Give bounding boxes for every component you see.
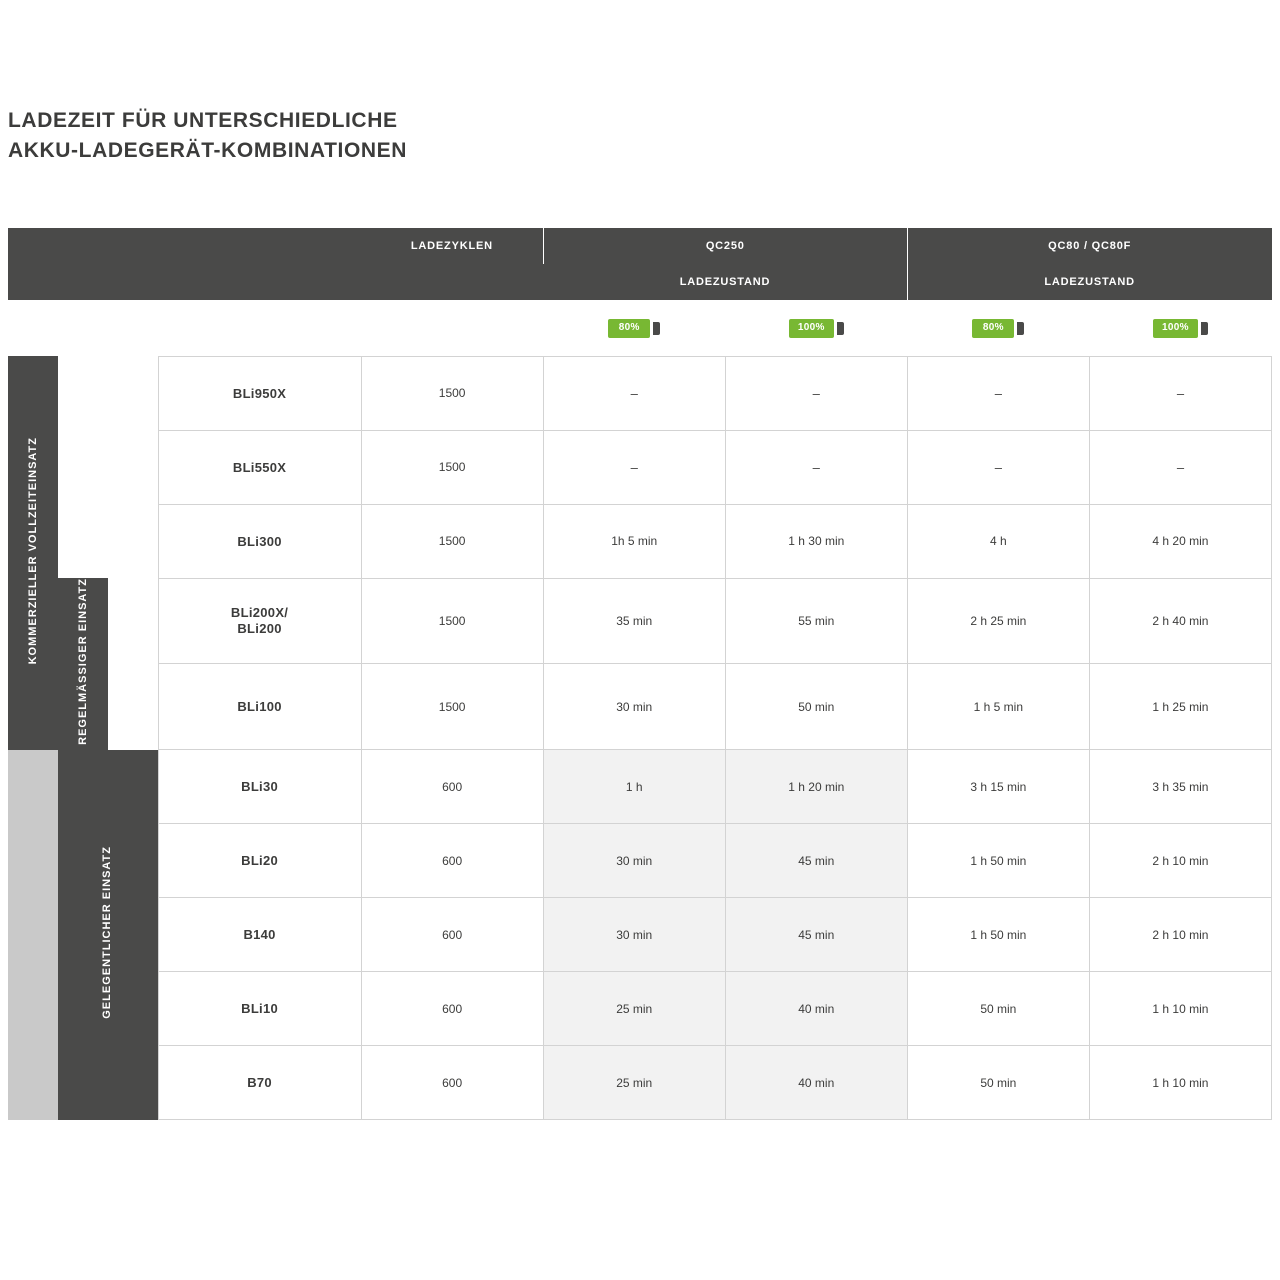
header-state-qc80: LADEZUSTAND: [907, 264, 1271, 300]
cell-qc80-80: –: [907, 430, 1089, 504]
cell-model-line-1: BLi200X/: [230, 604, 289, 620]
table-row: [8, 750, 1272, 824]
header-charger-qc250: QC250: [543, 228, 907, 264]
table-battery-icon-row: [8, 300, 1272, 356]
table-row: [8, 1046, 1272, 1120]
cell-model: BLi100: [158, 664, 361, 750]
cell-qc80-100: 4 h 20 min: [1089, 504, 1271, 578]
cell-qc80-100: –: [1089, 356, 1271, 430]
cell-qc80-100: 2 h 40 min: [1089, 578, 1271, 664]
icon-row-cycles-blank: [361, 300, 543, 356]
cell-qc250-80: –: [543, 430, 725, 504]
side-spacer-c: [108, 578, 158, 750]
cell-qc250-100: 40 min: [725, 1046, 907, 1120]
cell-qc250-80: 1h 5 min: [543, 504, 725, 578]
cell-qc250-100: 45 min: [725, 898, 907, 972]
cell-model: BLi950X: [158, 356, 361, 430]
header-state-qc250: LADEZUSTAND: [543, 264, 907, 300]
cell-qc250-100: 50 min: [725, 664, 907, 750]
cell-qc80-80: 50 min: [907, 1046, 1089, 1120]
cell-cycles: 1500: [361, 504, 543, 578]
table-header-row-1: [8, 228, 1272, 264]
battery-level-qc250-100: [725, 300, 907, 356]
cell-qc250-80: 25 min: [543, 1046, 725, 1120]
group-label-occasional: [58, 750, 158, 1120]
battery-level-qc250-80: [543, 300, 725, 356]
cell-qc250-80: 1 h: [543, 750, 725, 824]
cell-cycles: 600: [361, 750, 543, 824]
header-cycles-blank: [361, 264, 543, 300]
battery-level-label: 100%: [1153, 319, 1198, 338]
header-corner-blank: [8, 228, 361, 264]
cell-model-line-2: BLi200: [237, 620, 282, 636]
battery-cap-icon: [837, 322, 844, 335]
cell-model: BLi10: [158, 972, 361, 1046]
charge-time-table: [8, 228, 1272, 1120]
cell-model: B140: [158, 898, 361, 972]
group-label-commercial-text: KOMMERZIELLER VOLLZEITEINSATZ: [26, 436, 39, 665]
cell-qc80-100: 1 h 10 min: [1089, 1046, 1271, 1120]
battery-cap-icon: [1201, 322, 1208, 335]
group-label-regular-text: REGELMÄSSIGER EINSATZ: [77, 578, 90, 745]
table-header-row-2: [8, 264, 1272, 300]
cell-qc250-80: 35 min: [543, 578, 725, 664]
battery-level-label: 80%: [608, 319, 650, 338]
cell-qc250-80: 25 min: [543, 972, 725, 1046]
cell-qc80-80: 1 h 5 min: [907, 664, 1089, 750]
table-row: [8, 664, 1272, 750]
side-spacer-grey: [8, 750, 58, 1120]
header-corner-blank-2: [8, 264, 361, 300]
cell-qc250-80: 30 min: [543, 898, 725, 972]
cell-model: BLi550X: [158, 430, 361, 504]
battery-icon: [1153, 319, 1208, 338]
cell-qc250-100: 1 h 20 min: [725, 750, 907, 824]
table-row: [8, 898, 1272, 972]
cell-model: BLi20: [158, 824, 361, 898]
page-title-line-2: AKKU-LADEGERÄT-KOMBINATIONEN: [8, 139, 408, 162]
battery-cap-icon: [1017, 322, 1024, 335]
table-row: [8, 504, 1272, 578]
group-label-regular: [58, 578, 108, 750]
cell-cycles: 600: [361, 1046, 543, 1120]
battery-level-label: 100%: [789, 319, 834, 338]
side-spacer-b: [108, 356, 158, 578]
cell-qc250-80: –: [543, 356, 725, 430]
page-title: [8, 106, 908, 166]
group-label-commercial: [8, 356, 58, 750]
table-row: [8, 824, 1272, 898]
cell-qc250-80: 30 min: [543, 824, 725, 898]
cell-qc250-100: –: [725, 430, 907, 504]
cell-qc80-100: 2 h 10 min: [1089, 824, 1271, 898]
cell-qc80-80: 2 h 25 min: [907, 578, 1089, 664]
cell-qc250-100: 55 min: [725, 578, 907, 664]
cell-qc250-100: –: [725, 356, 907, 430]
cell-qc80-80: 50 min: [907, 972, 1089, 1046]
cell-qc80-100: 2 h 10 min: [1089, 898, 1271, 972]
cell-qc250-80: 30 min: [543, 664, 725, 750]
cell-qc80-100: 1 h 25 min: [1089, 664, 1271, 750]
cell-qc80-80: 1 h 50 min: [907, 824, 1089, 898]
page-title-line-1: LADEZEIT FÜR UNTERSCHIEDLICHE: [8, 109, 398, 132]
header-charger-qc80: QC80 / QC80F: [907, 228, 1271, 264]
cell-cycles: 600: [361, 898, 543, 972]
table-row: [8, 356, 1272, 430]
cell-model: BLi30: [158, 750, 361, 824]
cell-qc80-100: 3 h 35 min: [1089, 750, 1271, 824]
cell-cycles: 1500: [361, 664, 543, 750]
cell-model: B70: [158, 1046, 361, 1120]
cell-qc250-100: 40 min: [725, 972, 907, 1046]
battery-cap-icon: [653, 322, 660, 335]
cell-qc80-80: –: [907, 356, 1089, 430]
charge-time-table-container: [8, 228, 1272, 1120]
cell-cycles: 600: [361, 972, 543, 1046]
cell-qc250-100: 1 h 30 min: [725, 504, 907, 578]
battery-icon: [789, 319, 844, 338]
table-row: [8, 578, 1272, 664]
side-spacer-a: [58, 356, 108, 578]
cell-qc80-80: 1 h 50 min: [907, 898, 1089, 972]
battery-icon: [608, 319, 660, 338]
cell-cycles: 600: [361, 824, 543, 898]
battery-level-qc80-80: [907, 300, 1089, 356]
table-row: [8, 972, 1272, 1046]
cell-cycles: 1500: [361, 430, 543, 504]
battery-icon: [972, 319, 1024, 338]
header-cycles: LADEZYKLEN: [361, 228, 543, 264]
cell-qc80-100: –: [1089, 430, 1271, 504]
cell-model: [158, 578, 361, 664]
cell-qc80-100: 1 h 10 min: [1089, 972, 1271, 1046]
group-label-occasional-text: GELEGENTLICHER EINSATZ: [101, 846, 114, 1019]
battery-level-label: 80%: [972, 319, 1014, 338]
cell-qc250-100: 45 min: [725, 824, 907, 898]
cell-cycles: 1500: [361, 578, 543, 664]
icon-row-blank: [8, 300, 361, 356]
battery-level-qc80-100: [1089, 300, 1271, 356]
cell-cycles: 1500: [361, 356, 543, 430]
cell-qc80-80: 4 h: [907, 504, 1089, 578]
table-row: [8, 430, 1272, 504]
cell-qc80-80: 3 h 15 min: [907, 750, 1089, 824]
cell-model: BLi300: [158, 504, 361, 578]
